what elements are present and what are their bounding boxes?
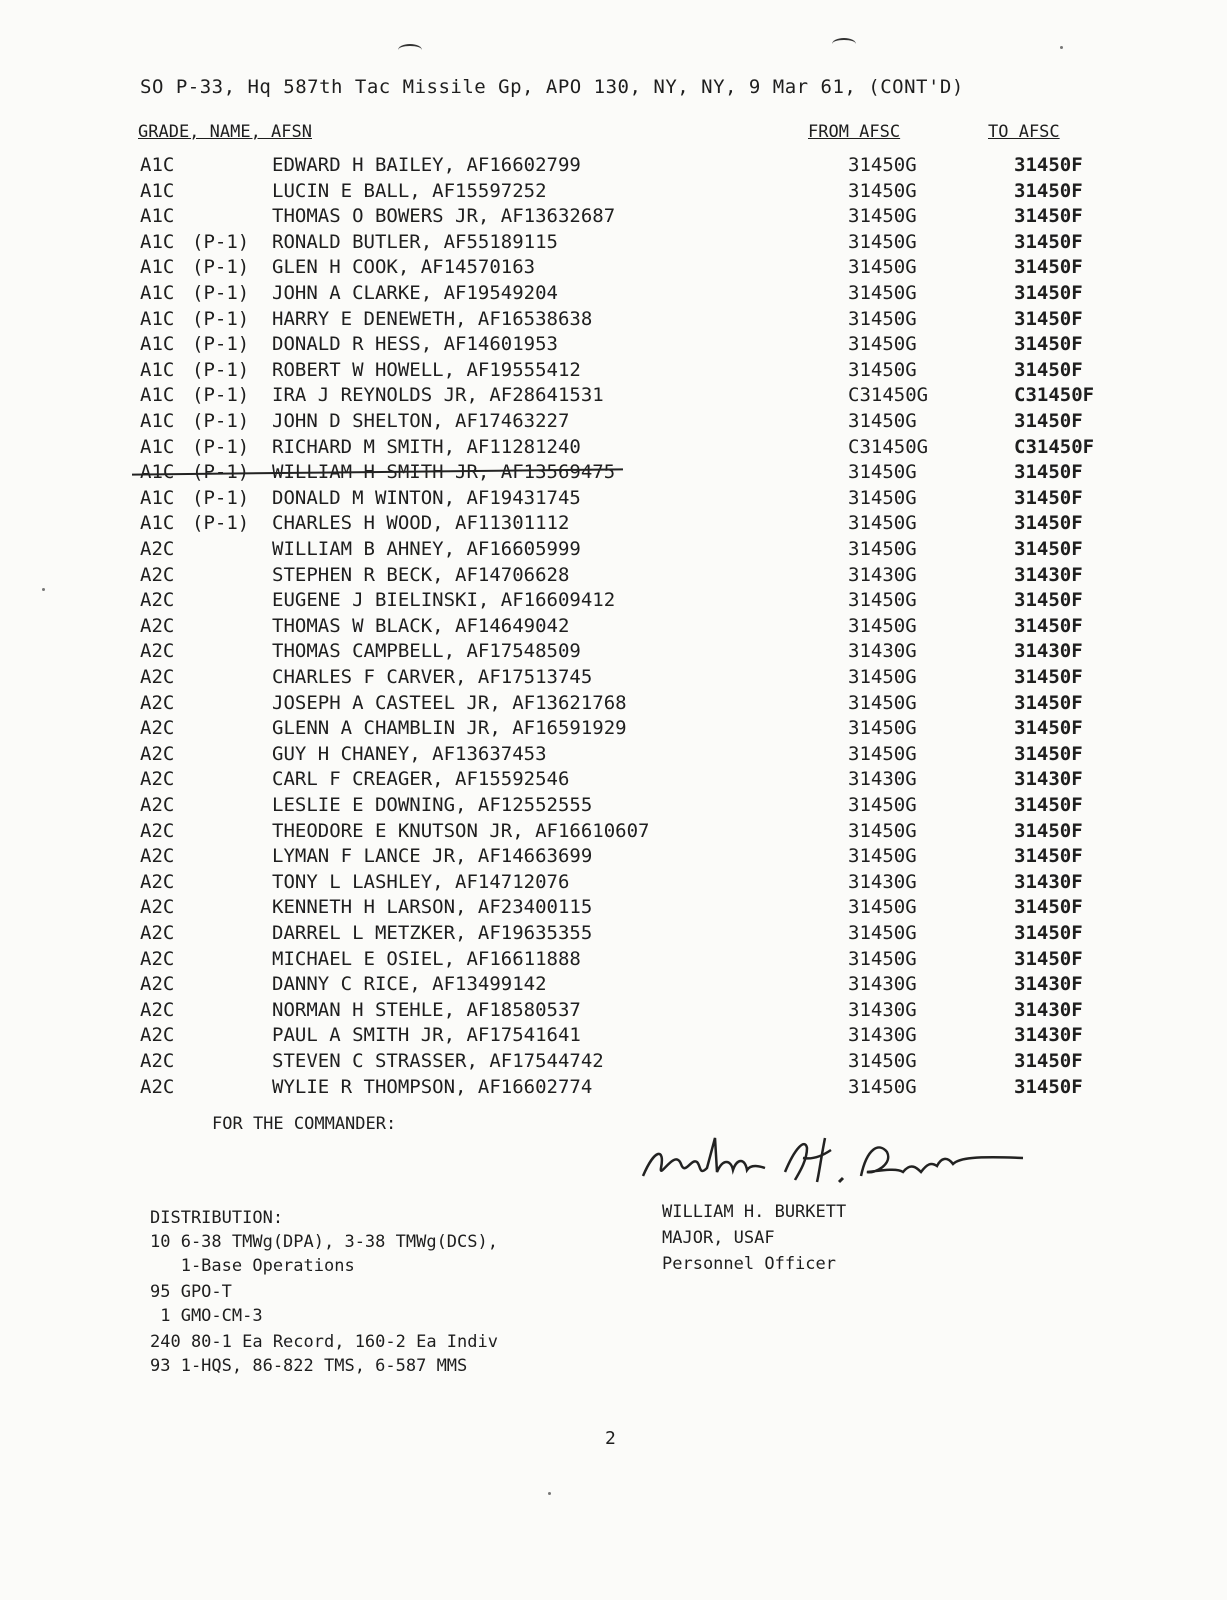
- to-afsc-cell: 31430F: [1014, 768, 1083, 791]
- to-afsc-cell: 31450F: [1014, 614, 1083, 637]
- to-afsc-cell: C31450F: [1014, 435, 1095, 458]
- from-afsc-cell: 31450G: [848, 461, 917, 484]
- from-afsc-cell: 31430G: [848, 870, 917, 893]
- pay-grade-prefix-cell: (P-1): [192, 333, 250, 356]
- personnel-row: [0, 764, 1227, 790]
- to-afsc-cell: 31450F: [1014, 1075, 1083, 1098]
- personnel-row: [0, 483, 1227, 509]
- name-afsn-cell: TONY L LASHLEY, AF14712076: [272, 870, 570, 893]
- commander-line: FOR THE COMMANDER:: [212, 1114, 397, 1134]
- personnel-row: [0, 508, 1227, 534]
- from-afsc-cell: 31450G: [848, 282, 917, 304]
- to-afsc-cell: 31430F: [1014, 1024, 1083, 1047]
- personnel-row: [0, 534, 1227, 560]
- name-afsn-cell: LESLIE E DOWNING, AF12552555: [272, 794, 593, 816]
- distribution-heading: DISTRIBUTION:: [150, 1208, 284, 1228]
- personnel-row: [0, 355, 1227, 381]
- name-afsn-cell: CHARLES F CARVER, AF17513745: [272, 666, 593, 688]
- paper-speck: [548, 1492, 551, 1495]
- grade-cell: A1C: [140, 282, 175, 304]
- from-afsc-cell: 31450G: [848, 538, 917, 560]
- grade-cell: A2C: [140, 589, 175, 612]
- from-afsc-cell: C31450G: [848, 435, 929, 458]
- grade-cell: A2C: [140, 563, 175, 586]
- grade-cell: A2C: [140, 742, 175, 765]
- pay-grade-prefix-cell: (P-1): [192, 486, 250, 509]
- grade-cell: A2C: [140, 538, 175, 560]
- pay-grade-prefix-cell: (P-1): [192, 410, 250, 432]
- to-afsc-cell: 31450F: [1014, 922, 1083, 944]
- distribution-line: 93 1-HQS, 86-822 TMS, 6-587 MMS: [150, 1356, 468, 1376]
- personnel-row: [0, 432, 1227, 458]
- to-afsc-cell: 31450F: [1014, 794, 1083, 816]
- from-afsc-cell: 31450G: [848, 845, 917, 868]
- to-afsc-cell: 31430F: [1014, 870, 1083, 893]
- grade-cell: A2C: [140, 614, 175, 637]
- from-afsc-cell: 31450G: [848, 1050, 917, 1072]
- distribution-line: 1 GMO-CM-3: [150, 1306, 263, 1326]
- personnel-row: [0, 227, 1227, 253]
- name-afsn-cell: WILLIAM H SMITH JR, AF13569475: [272, 461, 616, 484]
- name-afsn-cell: PAUL A SMITH JR, AF17541641: [272, 1024, 581, 1047]
- personnel-row: [0, 995, 1227, 1021]
- distribution-line: 10 6-38 TMWg(DPA), 3-38 TMWg(DCS),: [150, 1232, 498, 1252]
- personnel-row: [0, 304, 1227, 330]
- from-afsc-cell: 31450G: [848, 666, 917, 688]
- from-afsc-cell: 31450G: [848, 947, 917, 970]
- from-afsc-cell: 31450G: [848, 691, 917, 714]
- personnel-row: [0, 278, 1227, 304]
- personnel-row: [0, 201, 1227, 227]
- to-afsc-cell: 31450F: [1014, 358, 1083, 381]
- name-afsn-cell: JOHN D SHELTON, AF17463227: [272, 410, 570, 432]
- from-afsc-cell: 31450G: [848, 154, 917, 176]
- pay-grade-prefix-cell: (P-1): [192, 384, 250, 407]
- to-afsc-cell: 31450F: [1014, 896, 1083, 919]
- name-afsn-cell: NORMAN H STEHLE, AF18580537: [272, 998, 581, 1021]
- to-afsc-cell: 31450F: [1014, 230, 1083, 253]
- from-afsc-cell: 31430G: [848, 973, 917, 996]
- name-afsn-cell: GLENN A CHAMBLIN JR, AF16591929: [272, 717, 627, 740]
- name-afsn-cell: MICHAEL E OSIEL, AF16611888: [272, 947, 581, 970]
- from-afsc-cell: 31450G: [848, 742, 917, 765]
- personnel-row: [0, 816, 1227, 842]
- to-afsc-cell: 31430F: [1014, 563, 1083, 586]
- personnel-row: [0, 739, 1227, 765]
- personnel-row: [0, 611, 1227, 637]
- name-afsn-cell: DONALD M WINTON, AF19431745: [272, 486, 581, 509]
- from-afsc-cell: 31430G: [848, 768, 917, 791]
- from-afsc-cell: 31450G: [848, 410, 917, 432]
- page-number: 2: [605, 1428, 616, 1449]
- pay-grade-prefix-cell: (P-1): [192, 282, 250, 304]
- personnel-row: [0, 585, 1227, 611]
- signer-rank: MAJOR, USAF: [662, 1228, 775, 1248]
- name-afsn-cell: WILLIAM B AHNEY, AF16605999: [272, 538, 581, 560]
- pay-grade-prefix-cell: (P-1): [192, 230, 250, 253]
- name-afsn-cell: GUY H CHANEY, AF13637453: [272, 742, 547, 765]
- grade-cell: A2C: [140, 1024, 175, 1047]
- personnel-row: [0, 944, 1227, 970]
- name-afsn-cell: RICHARD M SMITH, AF11281240: [272, 435, 581, 458]
- personnel-row: [0, 252, 1227, 278]
- paper-speck: [42, 588, 45, 591]
- pay-grade-prefix-cell: (P-1): [192, 461, 250, 484]
- personnel-row: [0, 406, 1227, 432]
- grade-cell: A2C: [140, 819, 175, 842]
- to-afsc-cell: 31450F: [1014, 717, 1083, 740]
- name-afsn-cell: WYLIE R THOMPSON, AF16602774: [272, 1075, 593, 1098]
- to-afsc-cell: 31450F: [1014, 282, 1083, 304]
- name-afsn-cell: EUGENE J BIELINSKI, AF16609412: [272, 589, 616, 612]
- to-afsc-cell: 31450F: [1014, 742, 1083, 765]
- name-afsn-cell: GLEN H COOK, AF14570163: [272, 256, 536, 279]
- column-header-from-afsc: FROM AFSC: [808, 122, 901, 142]
- personnel-row: [0, 329, 1227, 355]
- from-afsc-cell: 31450G: [848, 1075, 917, 1098]
- distribution-line: 95 GPO-T: [150, 1282, 232, 1302]
- name-afsn-cell: LUCIN E BALL, AF15597252: [272, 179, 547, 202]
- punch-mark: [832, 38, 856, 50]
- grade-cell: A1C: [140, 435, 175, 458]
- to-afsc-cell: 31450F: [1014, 1050, 1083, 1072]
- personnel-row: [0, 841, 1227, 867]
- grade-cell: A1C: [140, 333, 175, 356]
- grade-cell: A1C: [140, 486, 175, 509]
- grade-cell: A1C: [140, 205, 175, 228]
- name-afsn-cell: KENNETH H LARSON, AF23400115: [272, 896, 593, 919]
- pay-grade-prefix-cell: (P-1): [192, 512, 250, 535]
- grade-cell: A2C: [140, 947, 175, 970]
- from-afsc-cell: 31430G: [848, 640, 917, 663]
- from-afsc-cell: 31450G: [848, 179, 917, 202]
- grade-cell: A2C: [140, 973, 175, 996]
- grade-cell: A2C: [140, 896, 175, 919]
- name-afsn-cell: JOHN A CLARKE, AF19549204: [272, 282, 558, 304]
- grade-cell: A1C: [140, 307, 175, 330]
- personnel-row: [0, 969, 1227, 995]
- grade-cell: A1C: [140, 512, 175, 535]
- to-afsc-cell: 31450F: [1014, 256, 1083, 279]
- punch-mark: [398, 44, 422, 56]
- from-afsc-cell: 31450G: [848, 589, 917, 612]
- to-afsc-cell: 31430F: [1014, 973, 1083, 996]
- personnel-row: [0, 150, 1227, 176]
- to-afsc-cell: 31450F: [1014, 947, 1083, 970]
- name-afsn-cell: DONALD R HESS, AF14601953: [272, 333, 558, 356]
- to-afsc-cell: 31450F: [1014, 538, 1083, 560]
- grade-cell: A2C: [140, 845, 175, 868]
- name-afsn-cell: STEVEN C STRASSER, AF17544742: [272, 1050, 604, 1072]
- to-afsc-cell: 31450F: [1014, 845, 1083, 868]
- from-afsc-cell: 31450G: [848, 922, 917, 944]
- column-header-to-afsc: TO AFSC: [988, 122, 1060, 142]
- grade-cell: A2C: [140, 922, 175, 944]
- to-afsc-cell: 31450F: [1014, 666, 1083, 688]
- grade-cell: A1C: [140, 154, 175, 176]
- name-afsn-cell: RONALD BUTLER, AF55189115: [272, 230, 558, 253]
- personnel-row: [0, 867, 1227, 893]
- from-afsc-cell: 31450G: [848, 333, 917, 356]
- distribution-line: 1-Base Operations: [150, 1256, 355, 1276]
- grade-cell: A2C: [140, 1050, 175, 1072]
- name-afsn-cell: THEODORE E KNUTSON JR, AF16610607: [272, 819, 650, 842]
- personnel-row: [0, 457, 1227, 483]
- name-afsn-cell: THOMAS W BLACK, AF14649042: [272, 614, 570, 637]
- from-afsc-cell: 31450G: [848, 512, 917, 535]
- grade-cell: A2C: [140, 794, 175, 816]
- order-header: SO P-33, Hq 587th Tac Missile Gp, APO 130, NY, NY, 9 Mar 61, (CONT'D): [140, 76, 964, 98]
- personnel-row: [0, 560, 1227, 586]
- to-afsc-cell: 31450F: [1014, 179, 1083, 202]
- name-afsn-cell: JOSEPH A CASTEEL JR, AF13621768: [272, 691, 627, 714]
- grade-cell: A1C: [140, 179, 175, 202]
- personnel-row: [0, 1072, 1227, 1098]
- to-afsc-cell: 31450F: [1014, 691, 1083, 714]
- grade-cell: A1C: [140, 230, 175, 253]
- to-afsc-cell: 31450F: [1014, 307, 1083, 330]
- to-afsc-cell: 31430F: [1014, 640, 1083, 663]
- personnel-row: [0, 688, 1227, 714]
- grade-cell: A2C: [140, 666, 175, 688]
- pay-grade-prefix-cell: (P-1): [192, 435, 250, 458]
- name-afsn-cell: EDWARD H BAILEY, AF16602799: [272, 154, 581, 176]
- signer-title: Personnel Officer: [662, 1254, 836, 1274]
- from-afsc-cell: 31450G: [848, 256, 917, 279]
- grade-cell: A2C: [140, 870, 175, 893]
- from-afsc-cell: 31450G: [848, 819, 917, 842]
- from-afsc-cell: 31450G: [848, 205, 917, 228]
- personnel-row: [0, 380, 1227, 406]
- from-afsc-cell: 31450G: [848, 896, 917, 919]
- paper-speck: [1060, 46, 1063, 49]
- to-afsc-cell: 31450F: [1014, 461, 1083, 484]
- to-afsc-cell: 31450F: [1014, 205, 1083, 228]
- name-afsn-cell: CARL F CREAGER, AF15592546: [272, 768, 570, 791]
- grade-cell: A2C: [140, 717, 175, 740]
- pay-grade-prefix-cell: (P-1): [192, 256, 250, 279]
- from-afsc-cell: 31450G: [848, 230, 917, 253]
- name-afsn-cell: LYMAN F LANCE JR, AF14663699: [272, 845, 593, 868]
- pay-grade-prefix-cell: (P-1): [192, 307, 250, 330]
- to-afsc-cell: 31450F: [1014, 589, 1083, 612]
- name-afsn-cell: THOMAS CAMPBELL, AF17548509: [272, 640, 581, 663]
- grade-cell: A1C: [140, 358, 175, 381]
- to-afsc-cell: 31450F: [1014, 333, 1083, 356]
- from-afsc-cell: 31450G: [848, 486, 917, 509]
- from-afsc-cell: 31430G: [848, 998, 917, 1021]
- personnel-row: [0, 713, 1227, 739]
- name-afsn-cell: DARREL L METZKER, AF19635355: [272, 922, 593, 944]
- to-afsc-cell: C31450F: [1014, 384, 1095, 407]
- grade-cell: A1C: [140, 384, 175, 407]
- name-afsn-cell: ROBERT W HOWELL, AF19555412: [272, 358, 581, 381]
- grade-cell: A1C: [140, 410, 175, 432]
- distribution-line: 240 80-1 Ea Record, 160-2 Ea Indiv: [150, 1332, 498, 1352]
- grade-cell: A1C: [140, 461, 175, 484]
- signer-name: WILLIAM H. BURKETT: [662, 1202, 847, 1222]
- from-afsc-cell: 31450G: [848, 614, 917, 637]
- to-afsc-cell: 31450F: [1014, 486, 1083, 509]
- from-afsc-cell: C31450G: [848, 384, 929, 407]
- name-afsn-cell: STEPHEN R BECK, AF14706628: [272, 563, 570, 586]
- handwritten-signature-icon: [635, 1128, 1035, 1198]
- grade-cell: A2C: [140, 640, 175, 663]
- name-afsn-cell: THOMAS O BOWERS JR, AF13632687: [272, 205, 616, 228]
- personnel-row: [0, 892, 1227, 918]
- from-afsc-cell: 31430G: [848, 563, 917, 586]
- name-afsn-cell: IRA J REYNOLDS JR, AF28641531: [272, 384, 604, 407]
- from-afsc-cell: 31430G: [848, 1024, 917, 1047]
- personnel-row: [0, 918, 1227, 944]
- to-afsc-cell: 31450F: [1014, 410, 1083, 432]
- name-afsn-cell: DANNY C RICE, AF13499142: [272, 973, 547, 996]
- grade-cell: A2C: [140, 1075, 175, 1098]
- personnel-row: [0, 1020, 1227, 1046]
- from-afsc-cell: 31450G: [848, 307, 917, 330]
- name-afsn-cell: HARRY E DENEWETH, AF16538638: [272, 307, 593, 330]
- name-afsn-cell: CHARLES H WOOD, AF11301112: [272, 512, 570, 535]
- to-afsc-cell: 31450F: [1014, 154, 1083, 176]
- personnel-row: [0, 790, 1227, 816]
- personnel-row: [0, 176, 1227, 202]
- grade-cell: A2C: [140, 691, 175, 714]
- personnel-row: [0, 1046, 1227, 1072]
- to-afsc-cell: 31430F: [1014, 998, 1083, 1021]
- grade-cell: A2C: [140, 998, 175, 1021]
- grade-cell: A2C: [140, 768, 175, 791]
- to-afsc-cell: 31450F: [1014, 512, 1083, 535]
- personnel-row: [0, 636, 1227, 662]
- to-afsc-cell: 31450F: [1014, 819, 1083, 842]
- pay-grade-prefix-cell: (P-1): [192, 358, 250, 381]
- grade-cell: A1C: [140, 256, 175, 279]
- from-afsc-cell: 31450G: [848, 717, 917, 740]
- column-header-grade-name: GRADE, NAME, AFSN: [138, 122, 312, 142]
- from-afsc-cell: 31450G: [848, 358, 917, 381]
- from-afsc-cell: 31450G: [848, 794, 917, 816]
- personnel-row: [0, 662, 1227, 688]
